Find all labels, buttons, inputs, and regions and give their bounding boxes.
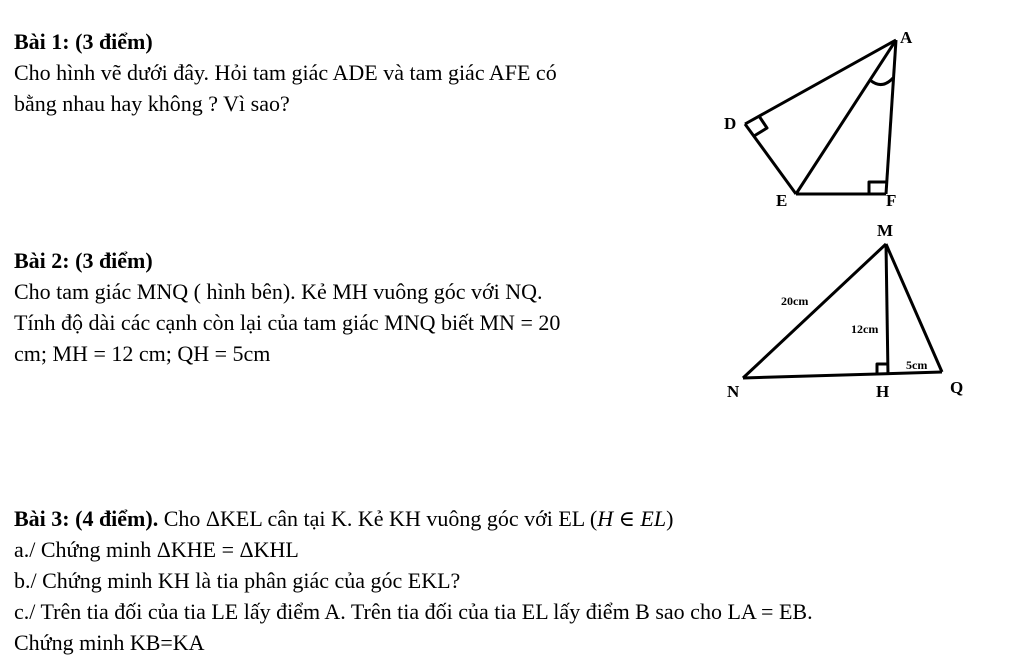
exercise-3-intro-b: cân tại K. Kẻ KH vuông góc với EL ( <box>262 506 598 531</box>
label-n: N <box>727 382 740 401</box>
exercise-1-line-1: Cho hình vẽ dưới đây. Hỏi tam giác ADE và tam giác AFE có <box>14 60 557 85</box>
triangle-kel: ΔKEL <box>205 506 262 531</box>
exercise-2-line-1: Cho tam giác MNQ ( hình bên). Kẻ MH vuông góc với NQ. <box>14 279 543 304</box>
label-a: A <box>900 28 913 47</box>
label-f: F <box>886 191 897 210</box>
exercise-3-intro-a: Cho <box>158 506 206 531</box>
segment-mn <box>743 244 886 378</box>
label-d: D <box>724 114 737 133</box>
label-mh-length: 12cm <box>851 322 879 336</box>
part-a-prefix: a./ Chứng minh <box>14 537 157 562</box>
label-mn-length: 20cm <box>781 294 809 308</box>
exercise-3-part-c: c./ Trên tia đối của tia LE lấy điểm A. Trên tia đối của tia EL lấy điểm B sao cho LA = EB. <box>14 599 813 624</box>
label-q: Q <box>950 378 964 397</box>
segment-nq <box>743 372 942 378</box>
label-h: H <box>876 382 890 401</box>
exercise-1-line-2: bằng nhau hay không ? Vì sao? <box>14 91 290 116</box>
label-m: M <box>877 221 894 240</box>
segment-mh <box>886 244 888 375</box>
exercise-3-part-c-2: Chứng minh KB=KA <box>14 630 205 655</box>
part-a-expression: ΔKHE = ΔKHL <box>156 537 299 562</box>
exercise-3-heading: Bài 3: (4 điểm). <box>14 506 159 531</box>
exercise-3-intro-c: ) <box>666 506 674 531</box>
exercise-1-heading: Bài 1: (3 điểm) <box>14 29 153 54</box>
segment-mq <box>886 244 942 372</box>
label-e: E <box>776 191 788 210</box>
exercise-2-line-2: Tính độ dài các cạnh còn lại của tam giác MNQ biết MN = 20 <box>14 310 561 335</box>
exercise-2-heading: Bài 2: (3 điểm) <box>14 248 153 273</box>
exercise-3-part-b: b./ Chứng minh KH là tia phân giác của góc EKL? <box>14 568 461 593</box>
exercise-2-line-3: cm; MH = 12 cm; QH = 5cm <box>14 341 271 366</box>
condition-h-on-el: H ∈ EL <box>597 506 667 531</box>
label-hq-length: 5cm <box>906 358 928 372</box>
